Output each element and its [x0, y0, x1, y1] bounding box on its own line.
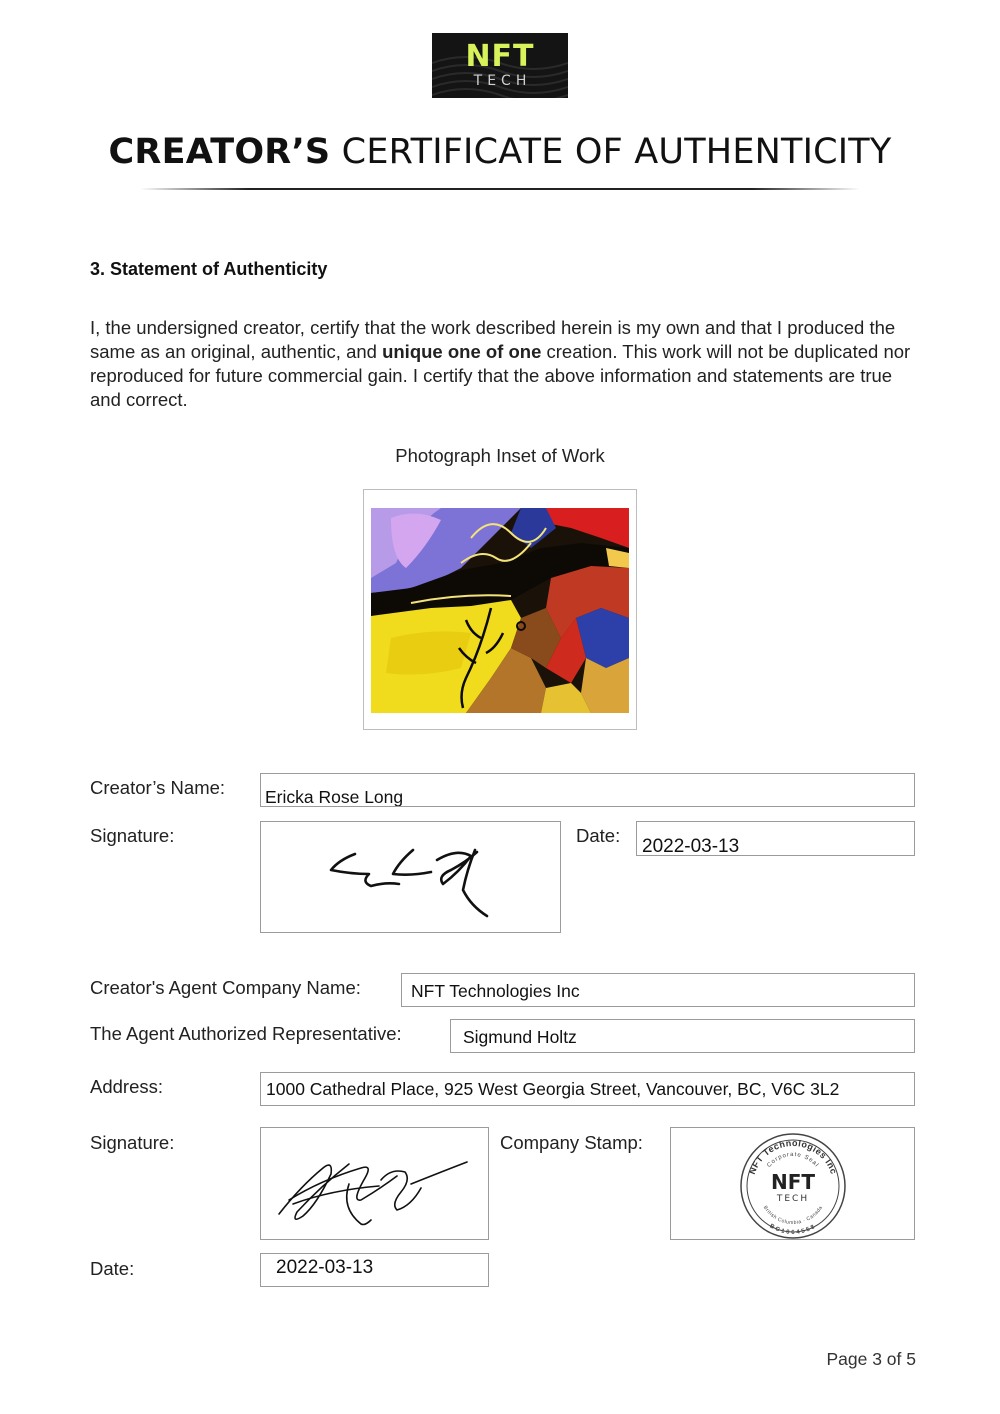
seal-ring-top: NFT Technologies Inc: [746, 1137, 840, 1176]
company-stamp-label: Company Stamp:: [500, 1132, 643, 1153]
brand-logo: [432, 33, 568, 98]
agent-rep-value: Sigmund Holtz: [463, 1027, 577, 1047]
title-divider: [140, 188, 860, 190]
agent-company-field[interactable]: [401, 973, 915, 1007]
seal-ring-number: BC1064558: [768, 1223, 818, 1237]
creator-name-label: Creator’s Name:: [90, 777, 226, 798]
statement-part-2: creation. This work will not be duplicated nor reproduced for future commercial gain. I certify that the above information and statements are true and correct.: [90, 341, 911, 410]
creator-date-field[interactable]: [636, 821, 915, 856]
title-rest: CERTIFICATE OF AUTHENTICITY: [330, 132, 892, 172]
seal-center-main: NFT: [770, 1170, 816, 1194]
svg-text:Corporate Seal: [766, 1152, 819, 1169]
artwork-photo-frame: [363, 489, 637, 730]
creator-signature-box[interactable]: [260, 821, 561, 933]
seal-ring-inner: Corporate Seal: [766, 1151, 820, 1169]
agent-signature-image: [261, 1128, 490, 1241]
creator-date-value: 2022-03-13: [642, 836, 740, 856]
address-label: Address:: [90, 1076, 164, 1097]
seal-center-sub: TECH: [776, 1194, 810, 1204]
agent-company-label: Creator's Agent Company Name:: [90, 977, 361, 998]
company-seal-icon: [671, 1128, 916, 1241]
title-bold: CREATOR’S: [108, 132, 331, 172]
svg-text:British Columbia · Canada: [762, 1205, 824, 1226]
creator-signature-label: Signature:: [90, 825, 175, 846]
agent-rep-label: The Agent Authorized Representative:: [90, 1023, 402, 1044]
statement-paragraph: [90, 316, 920, 412]
inset-caption: Photograph Inset of Work: [395, 445, 605, 466]
agent-date-label: Date:: [90, 1258, 135, 1279]
agent-signature-box[interactable]: [260, 1127, 489, 1240]
logo-main-text: NFT: [465, 39, 535, 74]
creator-date-label: Date:: [576, 825, 621, 846]
creator-name-field[interactable]: [260, 773, 915, 807]
agent-date-value: 2022-03-13: [276, 1257, 374, 1278]
page-title: [0, 128, 1000, 176]
creator-signature-image: [261, 822, 562, 934]
address-value: 1000 Cathedral Place, 925 West Georgia Street, Vancouver, BC, V6C 3L2: [266, 1079, 840, 1099]
seal-ring-bottom: British Columbia · Canada: [761, 1204, 825, 1227]
agent-company-value: NFT Technologies Inc: [411, 981, 580, 1001]
logo-sub-text: TECH: [473, 73, 532, 89]
agent-rep-field[interactable]: [450, 1019, 915, 1053]
creator-name-value: Ericka Rose Long: [265, 787, 404, 807]
address-field[interactable]: [260, 1072, 915, 1106]
statement-emphasis: unique one of one: [382, 341, 542, 362]
company-stamp-box: [670, 1127, 915, 1240]
artwork-image: [371, 508, 629, 713]
page-number: Page 3 of 5: [826, 1349, 916, 1369]
agent-date-field[interactable]: [260, 1253, 489, 1287]
agent-signature-label: Signature:: [90, 1132, 175, 1153]
statement-part-1: I, the undersigned creator, certify that the work described herein is my own and that I produced the same as an original, authentic, and: [90, 317, 896, 362]
section-heading: 3. Statement of Authenticity: [90, 259, 328, 279]
